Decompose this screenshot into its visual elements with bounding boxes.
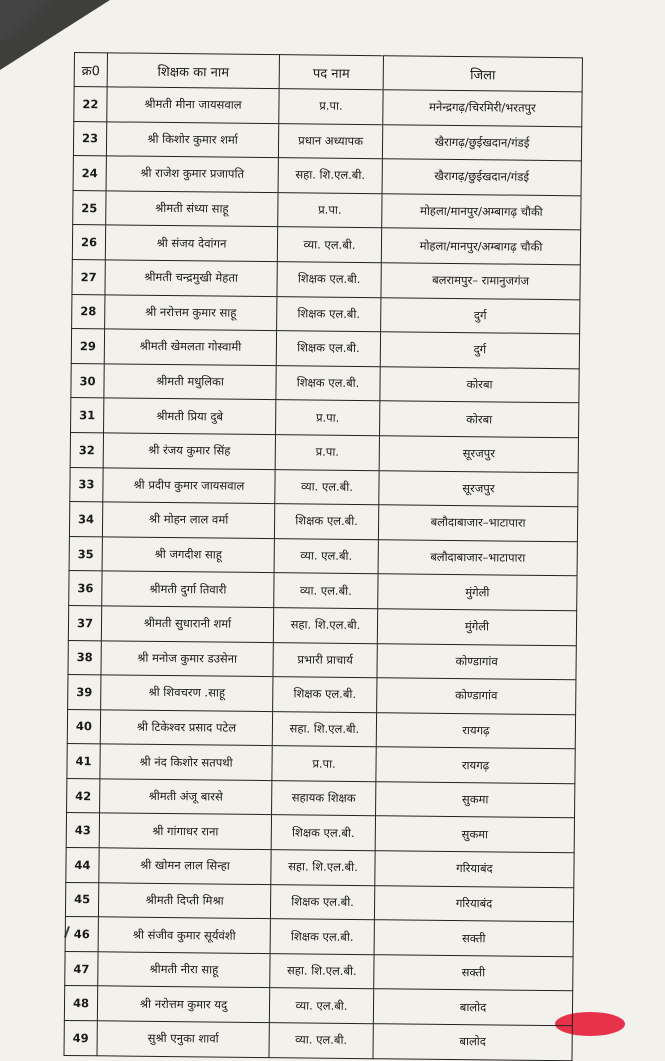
header-teacher-name: शिक्षक का नाम: [107, 53, 279, 89]
serial-cell: 41: [67, 744, 100, 779]
teacher-name-cell: श्रीमती सुधारानी शर्मा: [101, 606, 273, 642]
table-row: [71, 363, 579, 403]
teacher-name-cell: श्री मनोज कुमार डउसेना: [101, 640, 273, 676]
teacher-name-cell: श्रीमती खेमलता गोस्वामी: [104, 329, 276, 365]
post-name-cell: सहा. शि.एल.बी.: [271, 850, 375, 886]
teacher-name-cell: श्री नरोत्तम कुमार यदु: [97, 986, 269, 1022]
district-cell: सूरजपुर: [379, 470, 578, 507]
teacher-roster-table: [63, 52, 582, 1061]
post-name-cell: व्या. एल.बी.: [277, 227, 381, 263]
teacher-name-cell: श्रीमती नीरा साहू: [98, 952, 270, 988]
table-row: [71, 329, 579, 369]
serial-cell: 25: [73, 190, 106, 225]
district-cell: सूरजपुर: [379, 436, 578, 473]
district-cell: खैरागढ़/छुईखदान/गंडई: [382, 159, 581, 196]
post-name-cell: शिक्षक एल.बी.: [273, 677, 377, 713]
table-row: [69, 502, 577, 542]
post-name-cell: प्र.पा.: [276, 400, 380, 436]
teacher-name-cell: श्री गांगाधर राना: [99, 813, 271, 849]
table-row: [73, 121, 581, 161]
post-name-cell: प्र.पा.: [272, 746, 376, 782]
teacher-name-cell: श्रीमती दिप्ती मिश्रा: [98, 882, 270, 918]
table-row: [65, 917, 573, 957]
table-row: [72, 259, 580, 299]
district-cell: बालोद: [373, 989, 572, 1026]
district-cell: कोण्डागांव: [377, 643, 576, 680]
table-row: [66, 813, 574, 853]
serial-cell: 24: [73, 156, 106, 191]
post-name-cell: प्रधान अध्यापक: [278, 123, 382, 159]
post-name-cell: शिक्षक एल.बी.: [276, 365, 380, 401]
teacher-name-cell: श्रीमती मधुलिका: [104, 364, 276, 400]
teacher-name-cell: सुश्री एनुका शार्वा: [97, 1021, 269, 1057]
table-row: [70, 432, 578, 472]
post-name-cell: व्या. एल.बी.: [275, 469, 379, 505]
post-name-cell: शिक्षक एल.बी.: [271, 815, 375, 851]
teacher-name-cell: श्रीमती चन्द्रमुखी मेहता: [105, 260, 277, 296]
serial-cell: 26: [72, 225, 105, 260]
district-cell: कोरबा: [380, 366, 579, 403]
teacher-name-cell: श्री संजीव कुमार सूर्यवंशी: [98, 917, 270, 953]
table-row: [69, 536, 577, 576]
table-row: [71, 398, 579, 438]
district-cell: गरियाबंद: [375, 851, 574, 888]
header-post-name: पद नाम: [279, 55, 383, 90]
serial-cell: 49: [64, 1020, 97, 1055]
district-cell: गरियाबंद: [374, 885, 573, 922]
post-name-cell: प्रभारी प्राचार्य: [273, 642, 377, 678]
serial-cell: 36: [69, 571, 102, 606]
table-row: [66, 848, 574, 888]
page-corner-shadow-fade: [0, 0, 60, 40]
serial-cell: 22: [74, 87, 107, 122]
serial-cell: 39: [68, 675, 101, 710]
district-cell: रायगढ़: [376, 747, 575, 784]
table-row: [65, 882, 573, 922]
teacher-name-cell: श्री टिकेश्वर प्रसाद पटेल: [100, 710, 272, 746]
post-name-cell: व्या. एल.बी.: [269, 988, 373, 1024]
district-cell: बलरामपुर– रामानुजगंज: [381, 263, 580, 300]
teacher-name-cell: श्री खोमन लाल सिन्हा: [99, 848, 271, 884]
post-name-cell: शिक्षक एल.बी.: [274, 504, 378, 540]
teacher-name-cell: श्रीमती अंजू बारसे: [100, 779, 272, 815]
serial-cell: 32: [70, 432, 103, 467]
post-name-cell: प्र.पा.: [279, 89, 383, 125]
teacher-name-cell: श्री शिवचरण .साहू: [101, 675, 273, 711]
district-cell: मुंगेली: [377, 609, 576, 646]
table-row: [64, 986, 572, 1026]
table-row: [73, 156, 581, 196]
district-cell: सक्ती: [374, 920, 573, 957]
district-cell: कोण्डागांव: [377, 678, 576, 715]
post-name-cell: सहा. शि.एल.बी.: [273, 608, 377, 644]
district-cell: सुकमा: [376, 782, 575, 819]
table-row: [72, 294, 580, 334]
post-name-cell: सहा. शि.एल.बी.: [272, 711, 376, 747]
post-name-cell: सहायक शिक्षक: [272, 780, 376, 816]
post-name-cell: शिक्षक एल.बी.: [270, 884, 374, 920]
serial-cell: 47: [65, 951, 98, 986]
table-header-row: [74, 53, 582, 92]
serial-cell: 30: [71, 363, 104, 398]
header-serial: क्र0: [74, 53, 107, 87]
teacher-name-cell: श्रीमती दुर्गा तिवारी: [102, 571, 274, 607]
serial-cell: 27: [72, 259, 105, 294]
serial-cell: 45: [65, 882, 98, 917]
serial-cell: 38: [68, 640, 101, 675]
teacher-name-cell: श्री राजेश कुमार प्रजापति: [106, 156, 278, 192]
post-name-cell: व्या. एल.बी.: [269, 1023, 373, 1059]
post-name-cell: शिक्षक एल.बी.: [277, 296, 381, 332]
serial-cell: 28: [72, 294, 105, 329]
serial-cell: 37: [68, 605, 101, 640]
serial-cell: 48: [64, 986, 97, 1021]
serial-cell: 40: [67, 709, 100, 744]
table-row: [70, 467, 578, 507]
table-row: [72, 225, 580, 265]
district-cell: सक्ती: [374, 955, 573, 992]
table-row: [68, 640, 576, 680]
table-row: [67, 709, 575, 749]
district-cell: मोहला/मानपुर/अम्बागढ़ चौकी: [381, 228, 580, 265]
teacher-name-cell: श्री नंद किशोर सतपथी: [100, 744, 272, 780]
teacher-name-cell: श्री प्रदीप कुमार जायसवाल: [103, 467, 275, 503]
post-name-cell: प्र.पा.: [275, 435, 379, 471]
serial-cell: 34: [69, 502, 102, 537]
serial-cell: 44: [66, 848, 99, 883]
district-cell: मोहला/मानपुर/अम्बागढ़ चौकी: [382, 194, 581, 231]
post-name-cell: शिक्षक एल.बी.: [277, 262, 381, 298]
table-row: [74, 87, 582, 127]
serial-cell: 33: [70, 467, 103, 502]
post-name-cell: शिक्षक एल.बी.: [270, 919, 374, 955]
district-cell: बलौदाबाजार–भाटापारा: [378, 505, 577, 542]
district-cell: दुर्ग: [381, 297, 580, 334]
district-cell: कोरबा: [379, 401, 578, 438]
district-cell: सुकमा: [375, 816, 574, 853]
teacher-name-cell: श्री किशोर कुमार शर्मा: [106, 121, 278, 157]
teacher-name-cell: श्रीमती प्रिया दुबे: [104, 398, 276, 434]
teacher-name-cell: श्री संजय देवांगन: [105, 225, 277, 261]
table-row: [64, 1020, 572, 1060]
header-district: जिला: [383, 56, 582, 92]
teacher-name-cell: श्री रंजय कुमार सिंह: [103, 433, 275, 469]
district-cell: खैरागढ़/छुईखदान/गंडई: [382, 124, 581, 161]
table-row: [67, 778, 575, 818]
post-name-cell: शिक्षक एल.बी.: [276, 331, 380, 367]
table-row: [73, 190, 581, 230]
serial-cell: 42: [67, 778, 100, 813]
table-row: [68, 605, 576, 645]
serial-cell: 35: [69, 536, 102, 571]
table-row: [69, 571, 577, 611]
serial-cell: 23: [73, 121, 106, 156]
district-cell: दुर्ग: [380, 332, 579, 369]
teacher-name-cell: श्री जगदीश साहू: [102, 537, 274, 573]
serial-cell: 29: [71, 329, 104, 364]
district-cell: रायगढ़: [376, 712, 575, 749]
serial-cell: 46: [65, 917, 98, 952]
district-cell: मुंगेली: [378, 574, 577, 611]
post-name-cell: प्र.पा.: [278, 192, 382, 228]
teacher-name-cell: श्री मोहन लाल वर्मा: [102, 502, 274, 538]
table-body: [64, 87, 582, 1061]
post-name-cell: सहा. शि.एल.बी.: [278, 158, 382, 194]
serial-cell: 43: [66, 813, 99, 848]
teacher-name-cell: श्रीमती मीना जायसवाल: [107, 87, 279, 123]
table-row: [68, 675, 576, 715]
teacher-name-cell: श्री नरोत्तम कुमार साहू: [105, 294, 277, 330]
table-row: [65, 951, 573, 991]
district-cell: बलौदाबाजार–भाटापारा: [378, 539, 577, 576]
table-row: [67, 744, 575, 784]
district-cell: मनेन्द्रगढ़/चिरमिरी/भरतपुर: [383, 90, 582, 127]
district-cell: बालोद: [373, 1024, 572, 1061]
post-name-cell: व्या. एल.बी.: [274, 538, 378, 574]
teacher-name-cell: श्रीमती संध्या साहू: [106, 191, 278, 227]
post-name-cell: व्या. एल.बी.: [274, 573, 378, 609]
serial-cell: 31: [71, 398, 104, 433]
post-name-cell: सहा. शि.एल.बी.: [270, 953, 374, 989]
